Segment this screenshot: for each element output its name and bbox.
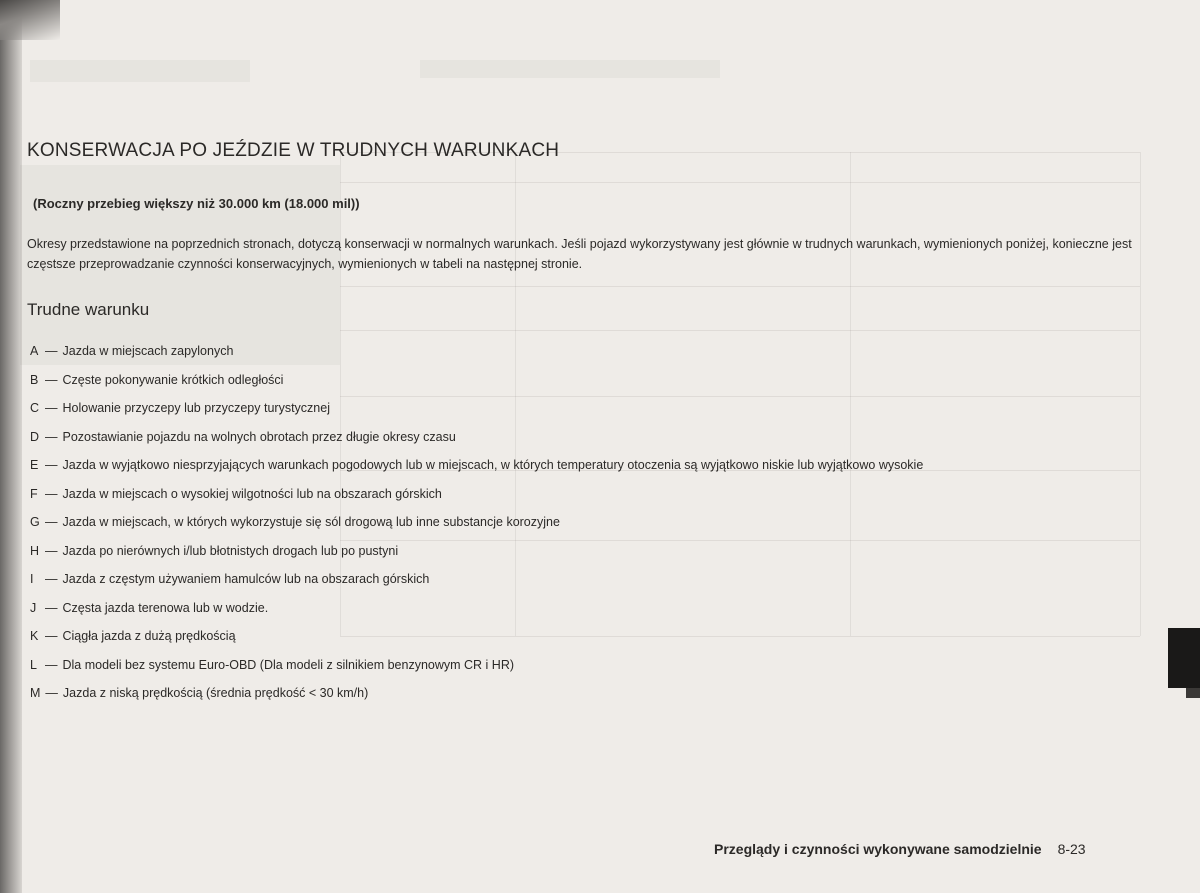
condition-item-c [30,401,923,430]
condition-text: Dla modeli bez systemu Euro-OBD (Dla modeli z silnikiem benzynowym CR i HR) [62,657,515,672]
page-title: KONSERWACJA PO JEŹDZIE W TRUDNYCH WARUNKACH [27,140,560,161]
condition-dash: — [45,401,58,415]
bleed-through-heading [30,60,250,82]
condition-text: Częsta jazda terenowa lub w wodzie. [62,600,269,615]
condition-text: Ciągła jazda z dużą prędkością [62,629,236,643]
condition-text: Jazda w miejscach, w których wykorzystuje się sól drogową lub inne substancje korozyjne [62,515,560,529]
condition-text: Jazda z częstym używaniem hamulców lub na obszarach górskich [62,572,430,586]
section-heading: Trudne warunku [27,300,150,319]
footer-page-number: 8-23 [1057,841,1086,857]
condition-letter: I [30,572,34,586]
condition-letter: L [30,657,37,672]
condition-letter: J [30,600,37,615]
condition-item-d [30,430,923,459]
condition-dash: — [45,572,58,586]
condition-dash: — [45,458,58,472]
page-footer [714,841,1086,857]
condition-dash: — [45,629,58,643]
condition-text: Częste pokonywanie krótkich odległości [62,372,284,387]
condition-dash: — [45,686,58,700]
condition-letter: C [30,401,40,415]
condition-dash: — [45,543,58,558]
condition-item-k [30,629,923,658]
condition-letter: G [30,515,40,529]
chapter-edge-tab-notch [1186,688,1200,698]
bleed-through-rule [340,330,1140,331]
condition-text: Jazda w wyjątkowo niesprzyjających warunkach pogodowych lub w miejscach, w których temperatury otoczenia są wyjątkowo niskie lub wyjątkowo wysokie [62,458,924,472]
condition-dash: — [45,657,58,672]
condition-item-l [30,658,923,687]
condition-letter: B [30,372,39,387]
condition-text: Pozostawianie pojazdu na wolnych obrotach przez długie okresy czasu [62,429,456,444]
page-subtitle: (Roczny przebieg większy niż 30.000 km (18.000 mil)) [33,196,360,211]
condition-item-h [30,544,923,573]
conditions-list [30,344,923,715]
bleed-through-vrule [1140,152,1141,636]
bleed-through-rule [340,182,1140,183]
condition-text: Jazda po nierównych i/lub błotnistych drogach lub po pustyni [62,543,399,558]
condition-dash: — [45,515,58,529]
condition-dash: — [45,344,58,358]
condition-letter: F [30,486,38,501]
condition-item-j [30,601,923,630]
condition-item-e [30,458,923,487]
condition-letter: E [30,458,39,472]
condition-letter: A [30,344,39,358]
intro-paragraph: Okresy przedstawione na poprzednich stronach, dotyczą konserwacji w normalnych warunkach. Jeśli pojazd wykorzystywany jest głównie w trudnych warunkach, wymienionych poniżej, konieczne jest częstsze przeprowadzanie czynności konserwacyjnych, wymienionych w tabeli na następnej stronie. [27,237,1132,271]
condition-dash: — [45,600,58,615]
condition-item-a [30,344,923,373]
chapter-edge-tab [1168,628,1200,688]
condition-text: Jazda w miejscach zapylonych [62,344,234,358]
condition-dash: — [45,372,58,387]
condition-letter: M [30,686,41,700]
condition-item-g [30,515,923,544]
condition-item-b [30,373,923,402]
condition-text: Jazda z niską prędkością (średnia prędkość < 30 km/h) [62,686,369,700]
condition-dash: — [45,429,58,444]
condition-dash: — [45,486,58,501]
footer-chapter-title: Przeglądy i czynności wykonywane samodzielnie [714,841,1042,857]
condition-text: Holowanie przyczepy lub przyczepy turystycznej [62,401,330,415]
condition-item-f [30,487,923,516]
condition-item-m [30,686,923,715]
page-corner-shadow [0,0,60,40]
bleed-through-rule [340,286,1140,287]
condition-item-i [30,572,923,601]
page-binding-edge [0,0,22,893]
condition-letter: H [30,543,40,558]
condition-letter: D [30,429,40,444]
condition-letter: K [30,629,39,643]
bleed-through-heading-2 [420,60,720,78]
condition-text: Jazda w miejscach o wysokiej wilgotności lub na obszarach górskich [62,486,442,501]
